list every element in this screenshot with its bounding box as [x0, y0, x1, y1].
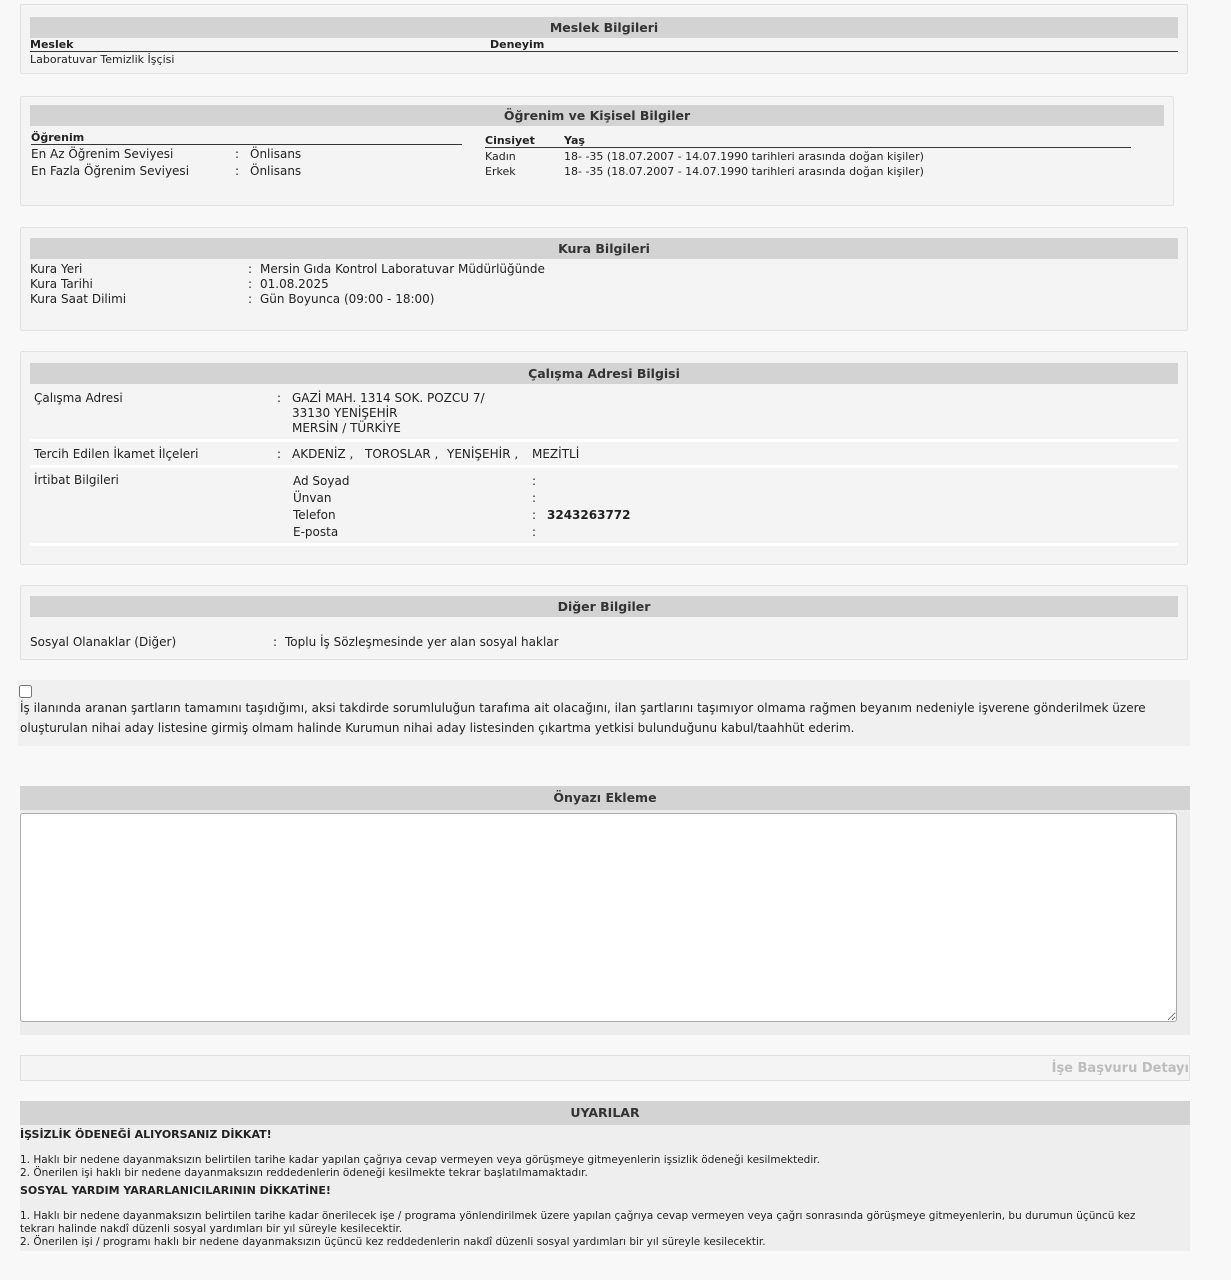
uyari-issizlik-item-2: 2. Önerilen işi haklı bir nedene dayanmaksızın reddedenlerin ödeneği kesilmekte tekrar başlatılmamaktadır. [20, 1167, 588, 1179]
gender-kadin: Kadın [485, 150, 516, 163]
contact-telefon-value: 3243263772 [547, 508, 631, 522]
kura-saat-sep: : [248, 292, 253, 306]
consent-section [18, 680, 1190, 746]
ilceler-row-separator [30, 465, 1178, 468]
ogrenim-panel [20, 96, 1174, 206]
gender-erkek: Erkek [485, 165, 516, 178]
yas-col-header: Yaş [564, 134, 585, 147]
adres-row-separator [30, 439, 1178, 442]
apply-button[interactable]: İşe Başvuru Detayı [1051, 1061, 1189, 1076]
apply-bar [20, 1055, 1190, 1081]
kura-yeri-sep: : [248, 262, 253, 276]
deneyim-col-header: Deneyim [490, 38, 545, 51]
uyarilar-section [20, 1101, 1190, 1251]
contact-unvan-sep: : [532, 491, 537, 505]
ogrenim-title: Öğrenim ve Kişisel Bilgiler [30, 105, 1164, 126]
ogrenim-max-value: Önlisans [250, 164, 302, 178]
contact-eposta-label: E-posta [293, 525, 339, 539]
contact-telefon-label: Telefon [293, 508, 336, 522]
meslek-panel [20, 4, 1188, 74]
adres-sep: : [277, 391, 282, 405]
uyari-issizlik-heading: İŞSİZLİK ÖDENEĞİ ALIYORSANIZ DİKKAT! [20, 1128, 272, 1141]
irtibat-label: İrtibat Bilgileri [34, 473, 119, 487]
uyari-issizlik-item-1: 1. Haklı bir nedene dayanmaksızın belirtilen tarihe kadar yapılan çağrıya cevap vermeyen veya görüşmeye gitmeyenlerin işsizlik ödeneği kesilmektedir. [20, 1154, 820, 1166]
ilce-toroslar: TOROSLAR , [365, 447, 439, 461]
ogrenim-min-label: En Az Öğrenim Seviyesi [31, 147, 174, 161]
ogrenim-min-value: Önlisans [250, 147, 302, 161]
kura-saat-label: Kura Saat Dilimi [30, 292, 127, 306]
ogrenim-max-label: En Fazla Öğrenim Seviyesi [31, 164, 190, 178]
ogrenim-min-sep: : [235, 147, 240, 161]
kura-yeri-label: Kura Yeri [30, 262, 83, 276]
diger-title: Diğer Bilgiler [30, 596, 1178, 617]
contact-unvan-label: Ünvan [293, 491, 332, 505]
adres-line-1: GAZİ MAH. 1314 SOK. POZCU 7/ [292, 391, 485, 405]
age-erkek: 18- -35 (18.07.2007 - 14.07.1990 tarihleri arasında doğan kişiler) [564, 165, 924, 178]
onyazi-textarea[interactable] [20, 813, 1177, 1022]
ilce-mezitli: MEZİTLİ [532, 447, 580, 461]
adres-line-3: MERSİN / TÜRKİYE [292, 421, 401, 435]
sosyal-olanaklar-sep: : [273, 635, 278, 649]
ilceler-sep: : [277, 447, 282, 461]
kura-saat-value: Gün Boyunca (09:00 - 18:00) [260, 292, 435, 306]
adres-title: Çalışma Adresi Bilgisi [30, 363, 1178, 384]
meslek-title: Meslek Bilgileri [30, 17, 1178, 38]
uyari-sosyal-item-1a: 1. Haklı bir nedene dayanmaksızın belirtilen tarihe kadar önerilecek işe / programa yönlendirilmek üzere yapılan çağrıya cevap vermeyen veya çağrı sonrasında görüşmeye gitmeyenlerin, bu durumun üçüncü kez [20, 1210, 1136, 1222]
meslek-divider [30, 51, 1178, 52]
meslek-col-header: Meslek [30, 38, 74, 51]
sosyal-olanaklar-label: Sosyal Olanaklar (Diğer) [30, 635, 177, 649]
kisisel-divider [485, 147, 1131, 148]
onyazi-section [20, 786, 1190, 1035]
kura-tarihi-label: Kura Tarihi [30, 277, 93, 291]
contact-adsoyad-sep: : [532, 474, 537, 488]
kura-tarihi-value: 01.08.2025 [260, 277, 329, 291]
diger-panel [20, 585, 1188, 660]
adres-line-2: 33130 YENİŞEHİR [292, 406, 398, 420]
meslek-value: Laboratuvar Temizlik İşçisi [30, 53, 175, 66]
ogrenim-divider [31, 144, 462, 145]
sosyal-olanaklar-value: Toplu İş Sözleşmesinde yer alan sosyal haklar [285, 635, 559, 649]
uyarilar-title: UYARILAR [20, 1101, 1190, 1125]
contact-adsoyad-label: Ad Soyad [293, 474, 350, 488]
kura-panel [20, 227, 1188, 331]
kura-yeri-value: Mersin Gıda Kontrol Laboratuvar Müdürlüğünde [260, 262, 545, 276]
ogrenim-header: Öğrenim [31, 131, 85, 144]
uyari-sosyal-item-1b: tekrarı halinde nakdî düzenli sosyal yardımları bir yıl süreyle kesilecektir. [20, 1223, 403, 1235]
adres-panel [20, 351, 1188, 565]
age-kadin: 18- -35 (18.07.2007 - 14.07.1990 tarihleri arasında doğan kişiler) [564, 150, 924, 163]
consent-text-line-2: oluşturulan nihai aday listesine girmiş olmam halinde Kurumun nihai aday listesinden çıkartma yetkisi bulunduğunu kabul/taahhüt ederim. [20, 721, 855, 735]
ilceler-label: Tercih Edilen İkamet İlçeleri [34, 447, 199, 461]
contact-eposta-sep: : [532, 525, 537, 539]
kura-title: Kura Bilgileri [30, 238, 1178, 259]
adres-label: Çalışma Adresi [34, 391, 123, 405]
ogrenim-max-sep: : [235, 164, 240, 178]
ilce-akdeniz: AKDENİZ , [292, 447, 354, 461]
kura-tarihi-sep: : [248, 277, 253, 291]
uyari-sosyal-item-2: 2. Önerilen işi / programı haklı bir nedene dayanmaksızın üçüncü kez reddedenlerin nakdî düzenli sosyal yardımları bir yıl süreyle kesilecektir. [20, 1236, 766, 1248]
consent-text-line-1: İş ilanında aranan şartların tamamını taşıdığımı, aksi takdirde sorumluluğun tarafıma ait olacağını, ilan şartlarını taşımıyor olmama rağmen beyanım nedeniyle işverene gönderilmek üzere [20, 701, 1146, 715]
cinsiyet-col-header: Cinsiyet [485, 134, 535, 147]
contact-telefon-sep: : [532, 508, 537, 522]
uyari-sosyal-heading: SOSYAL YARDIM YARARLANICILARININ DİKKATİNE! [20, 1184, 331, 1197]
ilce-yenisehir: YENİŞEHİR , [447, 447, 519, 461]
onyazi-title: Önyazı Ekleme [20, 786, 1190, 810]
consent-checkbox[interactable] [19, 685, 32, 698]
irtibat-row-separator [30, 543, 1178, 546]
